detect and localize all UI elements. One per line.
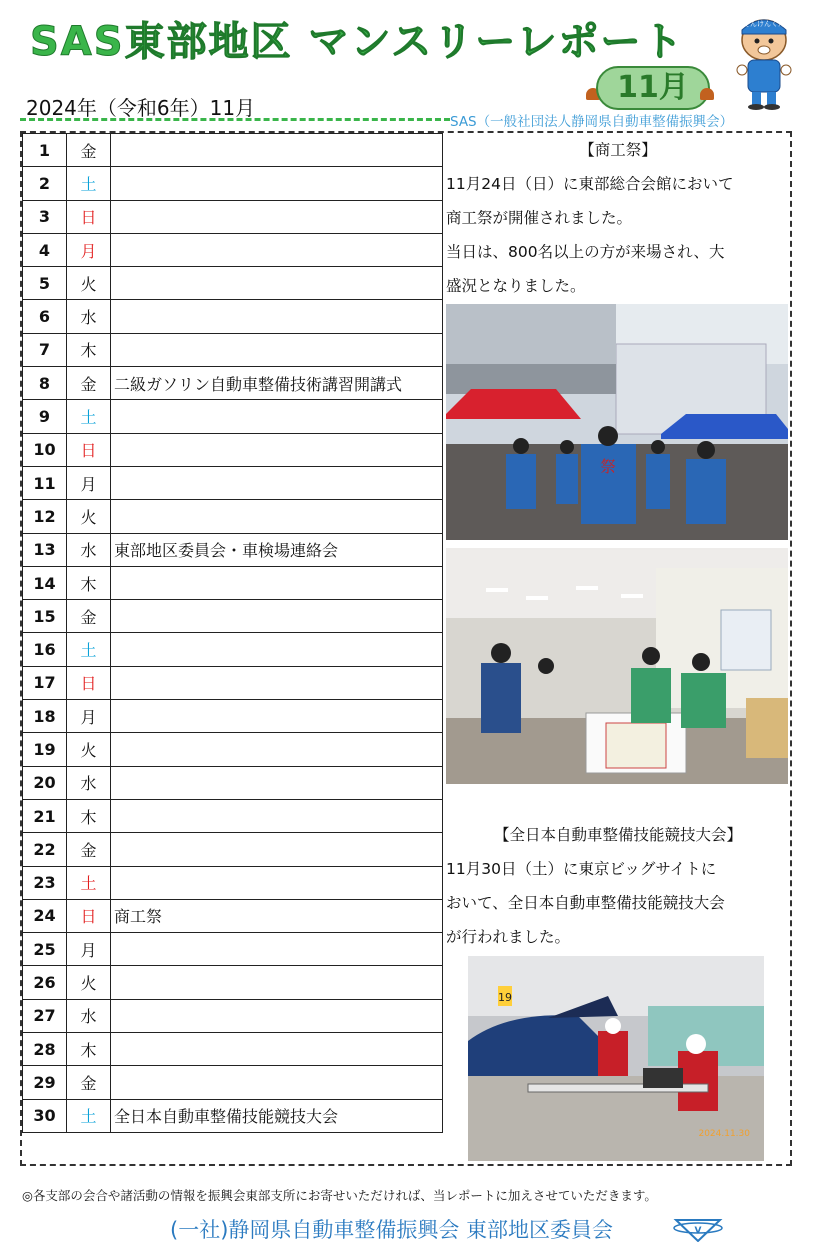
- calendar-weekday: 月: [67, 466, 111, 499]
- calendar-weekday: 火: [67, 733, 111, 766]
- calendar-weekday: 月: [67, 233, 111, 266]
- calendar-event: [111, 167, 443, 200]
- mascot-icon: [724, 10, 804, 110]
- calendar-event: [111, 666, 443, 699]
- calendar-weekday: 土: [67, 400, 111, 433]
- article1-line: 盛況となりました。: [446, 277, 586, 295]
- calendar-row: [23, 600, 443, 633]
- association-logo-icon: [672, 1214, 724, 1242]
- calendar-event: [111, 134, 443, 167]
- divider: [20, 118, 450, 121]
- calendar-weekday: 火: [67, 966, 111, 999]
- calendar-weekday: 土: [67, 633, 111, 666]
- calendar-day: 6: [23, 300, 67, 333]
- calendar-event: [111, 200, 443, 233]
- calendar-day: 8: [23, 367, 67, 400]
- calendar-day: 29: [23, 1066, 67, 1099]
- calendar-row: [23, 233, 443, 266]
- calendar-event: [111, 1066, 443, 1099]
- calendar-row: [23, 433, 443, 466]
- article2-column: [446, 818, 790, 954]
- article-column: [446, 133, 790, 303]
- calendar-row: [23, 700, 443, 733]
- svg-text:V: V: [694, 1226, 702, 1236]
- calendar-row: [23, 300, 443, 333]
- calendar-day: 16: [23, 633, 67, 666]
- calendar-row: [23, 466, 443, 499]
- calendar-row: [23, 833, 443, 866]
- calendar-day: 12: [23, 500, 67, 533]
- calendar-row: [23, 367, 443, 400]
- festival-photo-2: [446, 548, 788, 784]
- calendar-day: 5: [23, 267, 67, 300]
- calendar-weekday: 水: [67, 533, 111, 566]
- calendar-event: 全日本自動車整備技能競技大会: [111, 1099, 443, 1132]
- calendar-day: 25: [23, 933, 67, 966]
- calendar-day: 20: [23, 766, 67, 799]
- calendar-row: [23, 866, 443, 899]
- calendar-event: [111, 933, 443, 966]
- calendar-event: [111, 700, 443, 733]
- calendar-event: 商工祭: [111, 899, 443, 932]
- calendar-row: [23, 200, 443, 233]
- calendar-event: [111, 833, 443, 866]
- calendar-day: 19: [23, 733, 67, 766]
- calendar-weekday: 火: [67, 500, 111, 533]
- report-date: 2024年（令和6年）11月: [26, 96, 256, 120]
- calendar-event: [111, 433, 443, 466]
- article1-heading: 【商工祭】: [579, 141, 657, 159]
- article2-line: 11月30日（土）に東京ビッグサイトに: [446, 860, 717, 878]
- calendar-weekday: 月: [67, 700, 111, 733]
- competition-photo: [468, 956, 764, 1161]
- calendar-day: 2: [23, 167, 67, 200]
- calendar-weekday: 木: [67, 1033, 111, 1066]
- calendar-event: [111, 233, 443, 266]
- calendar-event: [111, 466, 443, 499]
- calendar-day: 15: [23, 600, 67, 633]
- calendar-day: 4: [23, 233, 67, 266]
- calendar-event: [111, 733, 443, 766]
- calendar-row: [23, 333, 443, 366]
- report-title: SAS東部地区 マンスリーレポート: [30, 19, 685, 65]
- calendar-weekday: 日: [67, 666, 111, 699]
- calendar-day: 30: [23, 1099, 67, 1132]
- calendar-event: [111, 799, 443, 832]
- article2-line: が行われました。: [446, 928, 571, 946]
- calendar-row: [23, 134, 443, 167]
- calendar-event: [111, 1033, 443, 1066]
- article1-line: 商工祭が開催されました。: [446, 209, 633, 227]
- calendar-weekday: 日: [67, 433, 111, 466]
- calendar-event: [111, 566, 443, 599]
- calendar-weekday: 金: [67, 833, 111, 866]
- calendar-row: [23, 733, 443, 766]
- calendar-day: 27: [23, 999, 67, 1032]
- calendar-event: [111, 766, 443, 799]
- calendar-row: [23, 267, 443, 300]
- calendar-event: [111, 300, 443, 333]
- calendar-event: [111, 999, 443, 1032]
- footer-org: (一社)静岡県自動車整備振興会 東部地区委員会: [170, 1218, 614, 1242]
- calendar-event: [111, 400, 443, 433]
- calendar-row: [23, 766, 443, 799]
- calendar-day: 28: [23, 1033, 67, 1066]
- calendar-weekday: 火: [67, 267, 111, 300]
- calendar-row: [23, 400, 443, 433]
- calendar-day: 18: [23, 700, 67, 733]
- calendar-weekday: 水: [67, 766, 111, 799]
- calendar-row: [23, 1066, 443, 1099]
- calendar-weekday: 金: [67, 134, 111, 167]
- calendar-row: [23, 933, 443, 966]
- calendar-day: 9: [23, 400, 67, 433]
- mascot-tag: てんけんくん: [743, 20, 785, 28]
- calendar-row: [23, 966, 443, 999]
- calendar-day: 13: [23, 533, 67, 566]
- calendar-day: 3: [23, 200, 67, 233]
- calendar-row: [23, 666, 443, 699]
- month-badge: 11月: [596, 66, 710, 110]
- calendar-weekday: 木: [67, 333, 111, 366]
- calendar-day: 24: [23, 899, 67, 932]
- calendar-day: 10: [23, 433, 67, 466]
- calendar-event: [111, 866, 443, 899]
- calendar-weekday: 金: [67, 367, 111, 400]
- calendar-weekday: 土: [67, 167, 111, 200]
- calendar-day: 14: [23, 566, 67, 599]
- calendar-day: 7: [23, 333, 67, 366]
- calendar-day: 26: [23, 966, 67, 999]
- calendar-event: [111, 500, 443, 533]
- calendar-event: [111, 333, 443, 366]
- calendar-row: [23, 899, 443, 932]
- calendar-event: 東部地区委員会・車検場連絡会: [111, 533, 443, 566]
- calendar-row: [23, 1033, 443, 1066]
- calendar-weekday: 水: [67, 999, 111, 1032]
- calendar-day: 1: [23, 134, 67, 167]
- calendar-row: [23, 633, 443, 666]
- calendar-row: [23, 999, 443, 1032]
- calendar-day: 11: [23, 466, 67, 499]
- photo-date-stamp: 2024.11.30: [698, 1129, 750, 1139]
- calendar-weekday: 金: [67, 1066, 111, 1099]
- calendar-weekday: 日: [67, 899, 111, 932]
- calendar-day: 21: [23, 799, 67, 832]
- calendar-weekday: 土: [67, 866, 111, 899]
- calendar-row: [23, 1099, 443, 1132]
- calendar-weekday: 木: [67, 799, 111, 832]
- mushroom-icon: [700, 88, 714, 100]
- calendar-day: 23: [23, 866, 67, 899]
- calendar-weekday: 月: [67, 933, 111, 966]
- calendar-weekday: 木: [67, 566, 111, 599]
- calendar-row: [23, 167, 443, 200]
- article2-heading: 【全日本自動車整備技能競技大会】: [493, 826, 742, 844]
- calendar-weekday: 土: [67, 1099, 111, 1132]
- festival-sign: 祭: [599, 457, 617, 476]
- footer-note: ◎各支部の会合や諸活動の情報を振興会東部支所にお寄せいただければ、当レポートに加えさせていただきます。: [22, 1188, 657, 1203]
- calendar-row: [23, 533, 443, 566]
- calendar-event: [111, 633, 443, 666]
- calendar-table: [22, 133, 443, 1133]
- booth-number: 19: [498, 991, 512, 1004]
- calendar-row: [23, 566, 443, 599]
- calendar-day: 22: [23, 833, 67, 866]
- calendar-event: [111, 966, 443, 999]
- festival-photo-1: [446, 304, 788, 540]
- calendar-day: 17: [23, 666, 67, 699]
- org-line: SAS（一般社団法人静岡県自動車整備振興会）: [450, 114, 734, 130]
- article1-line: 当日は、800名以上の方が来場され、大: [446, 243, 725, 261]
- calendar-weekday: 日: [67, 200, 111, 233]
- calendar-weekday: 水: [67, 300, 111, 333]
- calendar-event: [111, 600, 443, 633]
- calendar-weekday: 金: [67, 600, 111, 633]
- article1-line: 11月24日（日）に東部総合会館において: [446, 175, 734, 193]
- calendar-row: [23, 500, 443, 533]
- calendar-event: 二級ガソリン自動車整備技術講習開講式: [111, 367, 443, 400]
- article2-line: おいて、全日本自動車整備技能競技大会: [446, 894, 725, 912]
- calendar-event: [111, 267, 443, 300]
- calendar-row: [23, 799, 443, 832]
